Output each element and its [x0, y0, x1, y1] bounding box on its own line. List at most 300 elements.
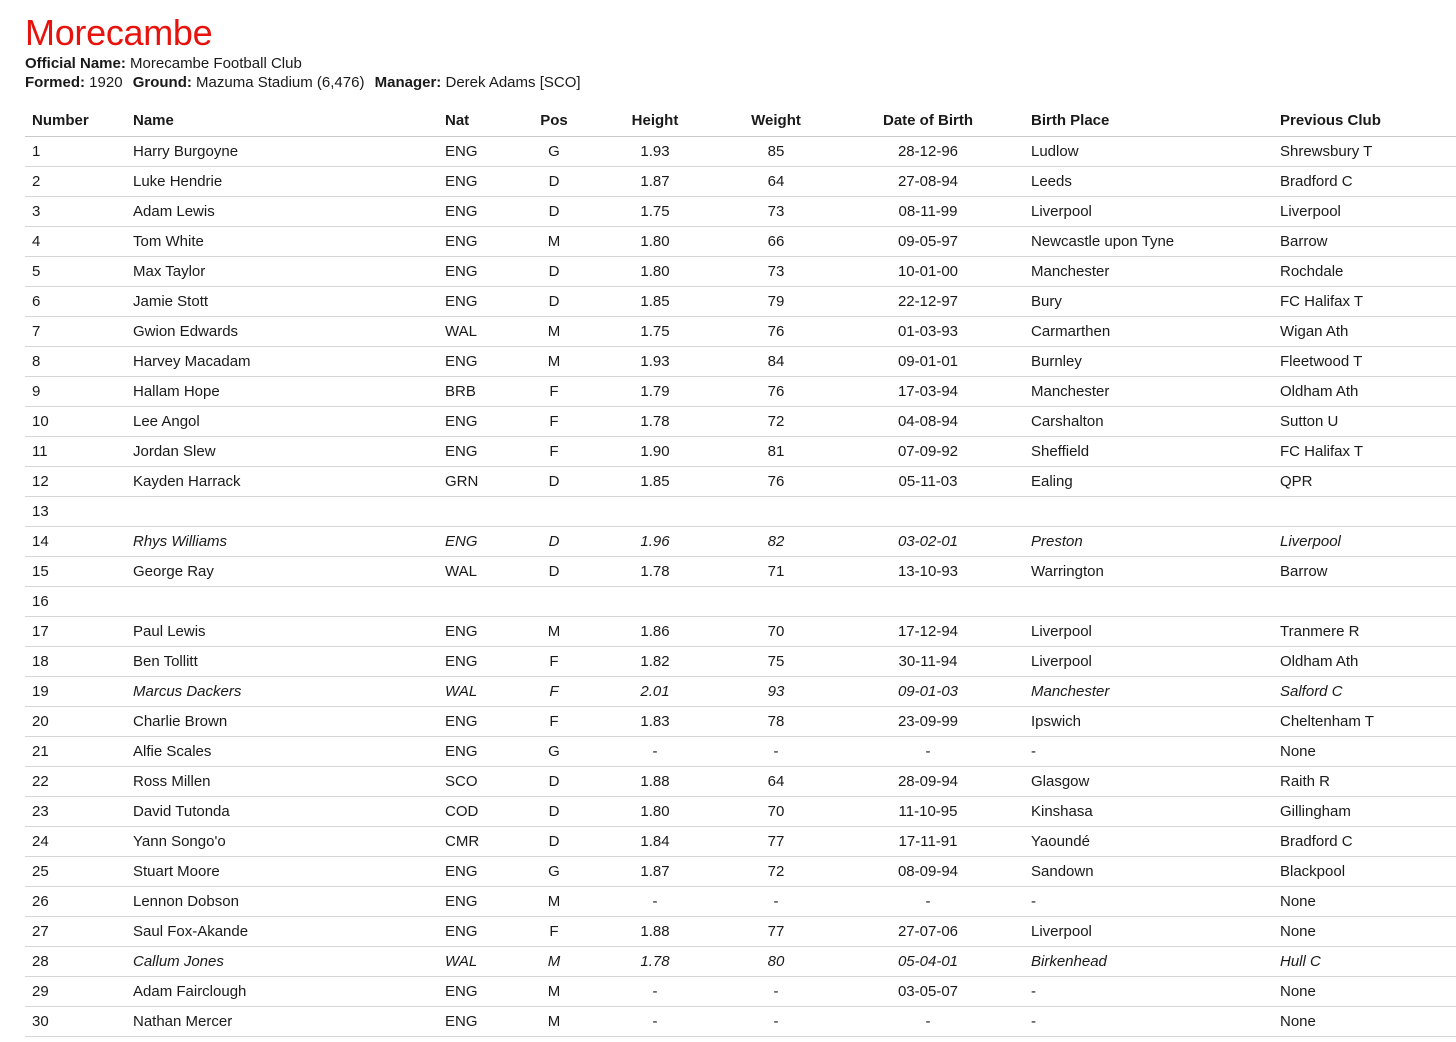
cell-previous-club: Gillingham [1280, 797, 1456, 827]
cell-height: 1.78 [583, 557, 727, 587]
cell-nat: WAL [445, 557, 525, 587]
cell-nat: ENG [445, 287, 525, 317]
cell-birth-place: - [1031, 1007, 1280, 1037]
cell-pos: D [525, 797, 583, 827]
cell-number: 1 [25, 137, 133, 167]
cell-pos: F [525, 437, 583, 467]
column-header-nat: Nat [445, 105, 525, 137]
cell-birth-place: Yaoundé [1031, 827, 1280, 857]
cell-pos: F [525, 707, 583, 737]
table-row [25, 677, 1456, 707]
cell-dob: 17-11-91 [825, 827, 1031, 857]
cell-nat: SCO [445, 767, 525, 797]
cell-weight: 77 [727, 827, 825, 857]
cell-dob: 05-04-01 [825, 947, 1031, 977]
official-name-label: Official Name: [25, 55, 126, 72]
cell-birth-place: Liverpool [1031, 617, 1280, 647]
cell-dob: 03-02-01 [825, 527, 1031, 557]
cell-nat: ENG [445, 1007, 525, 1037]
cell-birth-place: - [1031, 977, 1280, 1007]
cell-nat: ENG [445, 647, 525, 677]
cell-dob: 08-09-94 [825, 857, 1031, 887]
cell-number: 10 [25, 407, 133, 437]
cell-number: 12 [25, 467, 133, 497]
cell-pos: M [525, 227, 583, 257]
cell-name: Charlie Brown [133, 707, 445, 737]
cell-previous-club [1280, 587, 1456, 617]
table-row [25, 827, 1456, 857]
cell-birth-place: Ipswich [1031, 707, 1280, 737]
cell-name: Kayden Harrack [133, 467, 445, 497]
page-title: Morecambe [25, 12, 213, 53]
table-row [25, 887, 1456, 917]
cell-pos: F [525, 407, 583, 437]
cell-height: 1.75 [583, 317, 727, 347]
cell-birth-place: - [1031, 887, 1280, 917]
cell-dob: 27-07-06 [825, 917, 1031, 947]
cell-previous-club: FC Halifax T [1280, 287, 1456, 317]
cell-birth-place: Kinshasa [1031, 797, 1280, 827]
cell-name: Tom White [133, 227, 445, 257]
cell-birth-place: Liverpool [1031, 647, 1280, 677]
cell-dob [825, 497, 1031, 527]
ground-value: Mazuma Stadium (6,476) [196, 74, 365, 91]
table-row [25, 557, 1456, 587]
cell-number: 26 [25, 887, 133, 917]
cell-birth-place: Glasgow [1031, 767, 1280, 797]
cell-birth-place: Burnley [1031, 347, 1280, 377]
table-row [25, 317, 1456, 347]
official-name-value: Morecambe Football Club [130, 55, 302, 72]
cell-birth-place: Newcastle upon Tyne [1031, 227, 1280, 257]
squad-table [25, 105, 1456, 1037]
table-row [25, 257, 1456, 287]
cell-nat: GRN [445, 467, 525, 497]
cell-birth-place: Liverpool [1031, 197, 1280, 227]
table-row [25, 737, 1456, 767]
cell-number: 25 [25, 857, 133, 887]
cell-name: George Ray [133, 557, 445, 587]
cell-height: - [583, 737, 727, 767]
cell-name: Rhys Williams [133, 527, 445, 557]
cell-previous-club: Bradford C [1280, 167, 1456, 197]
cell-pos: M [525, 977, 583, 1007]
cell-weight: 93 [727, 677, 825, 707]
cell-weight: 73 [727, 257, 825, 287]
cell-weight: 81 [727, 437, 825, 467]
cell-height: 1.85 [583, 467, 727, 497]
cell-nat: ENG [445, 197, 525, 227]
cell-dob: 09-05-97 [825, 227, 1031, 257]
cell-height: 1.90 [583, 437, 727, 467]
cell-pos: F [525, 377, 583, 407]
cell-weight: 72 [727, 407, 825, 437]
cell-number: 2 [25, 167, 133, 197]
cell-nat: ENG [445, 737, 525, 767]
cell-birth-place: Manchester [1031, 257, 1280, 287]
cell-height [583, 587, 727, 617]
cell-name: Max Taylor [133, 257, 445, 287]
cell-number: 11 [25, 437, 133, 467]
cell-previous-club: None [1280, 977, 1456, 1007]
cell-name: Jamie Stott [133, 287, 445, 317]
cell-number: 30 [25, 1007, 133, 1037]
cell-weight: 76 [727, 317, 825, 347]
cell-dob: 30-11-94 [825, 647, 1031, 677]
official-name-line [25, 54, 581, 73]
cell-previous-club: Wigan Ath [1280, 317, 1456, 347]
cell-name: Hallam Hope [133, 377, 445, 407]
table-row [25, 587, 1456, 617]
cell-nat: WAL [445, 677, 525, 707]
cell-birth-place: Birkenhead [1031, 947, 1280, 977]
cell-name: Ross Millen [133, 767, 445, 797]
cell-birth-place: Liverpool [1031, 917, 1280, 947]
cell-height: 2.01 [583, 677, 727, 707]
cell-weight: 76 [727, 467, 825, 497]
cell-previous-club: FC Halifax T [1280, 437, 1456, 467]
cell-name: Gwion Edwards [133, 317, 445, 347]
cell-number: 4 [25, 227, 133, 257]
cell-name: Alfie Scales [133, 737, 445, 767]
cell-weight: 84 [727, 347, 825, 377]
cell-previous-club: Hull C [1280, 947, 1456, 977]
cell-previous-club: Barrow [1280, 227, 1456, 257]
cell-height: 1.80 [583, 257, 727, 287]
table-row [25, 917, 1456, 947]
cell-previous-club: Cheltenham T [1280, 707, 1456, 737]
table-row [25, 977, 1456, 1007]
cell-name: Jordan Slew [133, 437, 445, 467]
cell-number: 13 [25, 497, 133, 527]
cell-dob [825, 587, 1031, 617]
cell-nat: CMR [445, 827, 525, 857]
cell-previous-club: Liverpool [1280, 197, 1456, 227]
cell-nat: ENG [445, 617, 525, 647]
cell-nat: ENG [445, 977, 525, 1007]
cell-name: Paul Lewis [133, 617, 445, 647]
cell-nat [445, 587, 525, 617]
cell-number: 3 [25, 197, 133, 227]
cell-dob: 07-09-92 [825, 437, 1031, 467]
cell-birth-place: Ludlow [1031, 137, 1280, 167]
cell-nat: ENG [445, 137, 525, 167]
cell-pos [525, 587, 583, 617]
cell-pos: M [525, 1007, 583, 1037]
cell-previous-club: Oldham Ath [1280, 377, 1456, 407]
cell-weight: 70 [727, 617, 825, 647]
cell-dob: 17-12-94 [825, 617, 1031, 647]
formed-label: Formed: [25, 74, 85, 91]
cell-dob: 08-11-99 [825, 197, 1031, 227]
column-header-dob: Date of Birth [825, 105, 1031, 137]
cell-birth-place: Warrington [1031, 557, 1280, 587]
cell-pos: D [525, 257, 583, 287]
table-row [25, 617, 1456, 647]
cell-dob: - [825, 737, 1031, 767]
table-row [25, 797, 1456, 827]
cell-nat [445, 497, 525, 527]
cell-previous-club: Fleetwood T [1280, 347, 1456, 377]
cell-name: Nathan Mercer [133, 1007, 445, 1037]
cell-pos: D [525, 287, 583, 317]
cell-pos: M [525, 887, 583, 917]
cell-nat: ENG [445, 347, 525, 377]
cell-name: Adam Lewis [133, 197, 445, 227]
cell-height: 1.84 [583, 827, 727, 857]
cell-pos [525, 497, 583, 527]
cell-name: Yann Songo'o [133, 827, 445, 857]
cell-birth-place: Sandown [1031, 857, 1280, 887]
cell-number: 20 [25, 707, 133, 737]
cell-weight: - [727, 887, 825, 917]
cell-dob: 01-03-93 [825, 317, 1031, 347]
cell-previous-club: Raith R [1280, 767, 1456, 797]
cell-number: 17 [25, 617, 133, 647]
cell-nat: BRB [445, 377, 525, 407]
cell-weight: 70 [727, 797, 825, 827]
cell-number: 21 [25, 737, 133, 767]
cell-height: 1.79 [583, 377, 727, 407]
cell-number: 23 [25, 797, 133, 827]
cell-name: Luke Hendrie [133, 167, 445, 197]
cell-number: 28 [25, 947, 133, 977]
ground-label: Ground: [132, 74, 192, 91]
cell-name: Stuart Moore [133, 857, 445, 887]
table-row [25, 1007, 1456, 1037]
cell-weight: 72 [727, 857, 825, 887]
cell-dob: - [825, 887, 1031, 917]
cell-pos: M [525, 317, 583, 347]
cell-weight: 64 [727, 767, 825, 797]
cell-name: Marcus Dackers [133, 677, 445, 707]
cell-pos: D [525, 827, 583, 857]
cell-number: 9 [25, 377, 133, 407]
cell-birth-place: Ealing [1031, 467, 1280, 497]
cell-previous-club: Salford C [1280, 677, 1456, 707]
cell-number: 7 [25, 317, 133, 347]
table-row [25, 467, 1456, 497]
cell-previous-club: None [1280, 917, 1456, 947]
cell-nat: ENG [445, 527, 525, 557]
table-row [25, 407, 1456, 437]
club-header [25, 12, 581, 92]
cell-dob: 13-10-93 [825, 557, 1031, 587]
cell-number: 29 [25, 977, 133, 1007]
cell-previous-club: QPR [1280, 467, 1456, 497]
column-header-birth-place: Birth Place [1031, 105, 1280, 137]
cell-name: Lee Angol [133, 407, 445, 437]
cell-name [133, 497, 445, 527]
cell-height: 1.87 [583, 167, 727, 197]
cell-dob: 10-01-00 [825, 257, 1031, 287]
cell-previous-club: None [1280, 1007, 1456, 1037]
column-header-weight: Weight [727, 105, 825, 137]
column-header-height: Height [583, 105, 727, 137]
column-header-name: Name [133, 105, 445, 137]
table-row [25, 167, 1456, 197]
cell-birth-place [1031, 497, 1280, 527]
cell-weight: 77 [727, 917, 825, 947]
cell-birth-place: Carshalton [1031, 407, 1280, 437]
cell-number: 24 [25, 827, 133, 857]
cell-name: Harvey Macadam [133, 347, 445, 377]
table-row [25, 377, 1456, 407]
cell-pos: M [525, 617, 583, 647]
club-facts-line [25, 73, 581, 92]
cell-number: 15 [25, 557, 133, 587]
cell-nat: COD [445, 797, 525, 827]
table-row [25, 437, 1456, 467]
cell-weight: 64 [727, 167, 825, 197]
cell-weight: 71 [727, 557, 825, 587]
manager-value: Derek Adams [SCO] [445, 74, 581, 91]
cell-birth-place: Leeds [1031, 167, 1280, 197]
cell-pos: F [525, 647, 583, 677]
cell-nat: ENG [445, 227, 525, 257]
cell-height [583, 497, 727, 527]
cell-weight: 82 [727, 527, 825, 557]
cell-weight: 79 [727, 287, 825, 317]
cell-number: 5 [25, 257, 133, 287]
cell-pos: G [525, 857, 583, 887]
cell-previous-club: None [1280, 737, 1456, 767]
cell-nat: WAL [445, 317, 525, 347]
cell-previous-club: Barrow [1280, 557, 1456, 587]
cell-weight: 78 [727, 707, 825, 737]
cell-name [133, 587, 445, 617]
cell-nat: ENG [445, 887, 525, 917]
cell-name: Callum Jones [133, 947, 445, 977]
formed-value: 1920 [89, 74, 123, 91]
cell-weight: - [727, 737, 825, 767]
cell-number: 27 [25, 917, 133, 947]
cell-nat: ENG [445, 917, 525, 947]
cell-weight: 85 [727, 137, 825, 167]
cell-birth-place: Carmarthen [1031, 317, 1280, 347]
cell-number: 6 [25, 287, 133, 317]
cell-dob: 09-01-03 [825, 677, 1031, 707]
table-row [25, 347, 1456, 377]
column-header-pos: Pos [525, 105, 583, 137]
cell-birth-place: Bury [1031, 287, 1280, 317]
cell-nat: ENG [445, 437, 525, 467]
table-header-row [25, 105, 1456, 137]
cell-weight: - [727, 1007, 825, 1037]
cell-number: 18 [25, 647, 133, 677]
cell-weight [727, 497, 825, 527]
cell-dob: 17-03-94 [825, 377, 1031, 407]
cell-weight: 73 [727, 197, 825, 227]
cell-birth-place: - [1031, 737, 1280, 767]
cell-height: 1.83 [583, 707, 727, 737]
cell-dob: 28-12-96 [825, 137, 1031, 167]
cell-dob: 28-09-94 [825, 767, 1031, 797]
cell-height: 1.88 [583, 767, 727, 797]
cell-pos: G [525, 137, 583, 167]
table-row [25, 647, 1456, 677]
cell-previous-club [1280, 497, 1456, 527]
cell-number: 8 [25, 347, 133, 377]
cell-name: Saul Fox-Akande [133, 917, 445, 947]
cell-weight: 75 [727, 647, 825, 677]
cell-nat: ENG [445, 167, 525, 197]
cell-dob: 05-11-03 [825, 467, 1031, 497]
cell-dob: 09-01-01 [825, 347, 1031, 377]
cell-dob: 04-08-94 [825, 407, 1031, 437]
cell-dob: - [825, 1007, 1031, 1037]
cell-nat: WAL [445, 947, 525, 977]
cell-height: - [583, 887, 727, 917]
cell-weight [727, 587, 825, 617]
table-row [25, 707, 1456, 737]
table-row [25, 947, 1456, 977]
cell-previous-club: Liverpool [1280, 527, 1456, 557]
cell-pos: G [525, 737, 583, 767]
column-header-number: Number [25, 105, 133, 137]
cell-previous-club: Sutton U [1280, 407, 1456, 437]
squad-table-body [25, 137, 1456, 1037]
cell-previous-club: Shrewsbury T [1280, 137, 1456, 167]
cell-birth-place [1031, 587, 1280, 617]
table-row [25, 497, 1456, 527]
table-row [25, 767, 1456, 797]
cell-previous-club: Blackpool [1280, 857, 1456, 887]
cell-pos: F [525, 917, 583, 947]
cell-dob: 03-05-07 [825, 977, 1031, 1007]
cell-pos: D [525, 527, 583, 557]
cell-name: Harry Burgoyne [133, 137, 445, 167]
cell-dob: 27-08-94 [825, 167, 1031, 197]
cell-name: David Tutonda [133, 797, 445, 827]
cell-previous-club: Rochdale [1280, 257, 1456, 287]
cell-height: - [583, 977, 727, 1007]
cell-nat: ENG [445, 407, 525, 437]
cell-height: 1.75 [583, 197, 727, 227]
cell-weight: - [727, 977, 825, 1007]
cell-number: 16 [25, 587, 133, 617]
cell-height: - [583, 1007, 727, 1037]
cell-name: Adam Fairclough [133, 977, 445, 1007]
cell-pos: D [525, 467, 583, 497]
table-row [25, 527, 1456, 557]
cell-number: 19 [25, 677, 133, 707]
cell-previous-club: None [1280, 887, 1456, 917]
cell-weight: 66 [727, 227, 825, 257]
table-row [25, 227, 1456, 257]
cell-dob: 11-10-95 [825, 797, 1031, 827]
cell-name: Ben Tollitt [133, 647, 445, 677]
cell-pos: F [525, 677, 583, 707]
column-header-previous-club: Previous Club [1280, 105, 1456, 137]
cell-pos: M [525, 947, 583, 977]
cell-birth-place: Preston [1031, 527, 1280, 557]
cell-height: 1.93 [583, 137, 727, 167]
cell-pos: D [525, 197, 583, 227]
cell-dob: 23-09-99 [825, 707, 1031, 737]
cell-name: Lennon Dobson [133, 887, 445, 917]
cell-height: 1.86 [583, 617, 727, 647]
cell-pos: D [525, 167, 583, 197]
table-row [25, 197, 1456, 227]
cell-height: 1.93 [583, 347, 727, 377]
cell-birth-place: Manchester [1031, 677, 1280, 707]
cell-birth-place: Sheffield [1031, 437, 1280, 467]
manager-label: Manager: [374, 74, 442, 91]
cell-number: 22 [25, 767, 133, 797]
cell-height: 1.80 [583, 797, 727, 827]
cell-previous-club: Tranmere R [1280, 617, 1456, 647]
